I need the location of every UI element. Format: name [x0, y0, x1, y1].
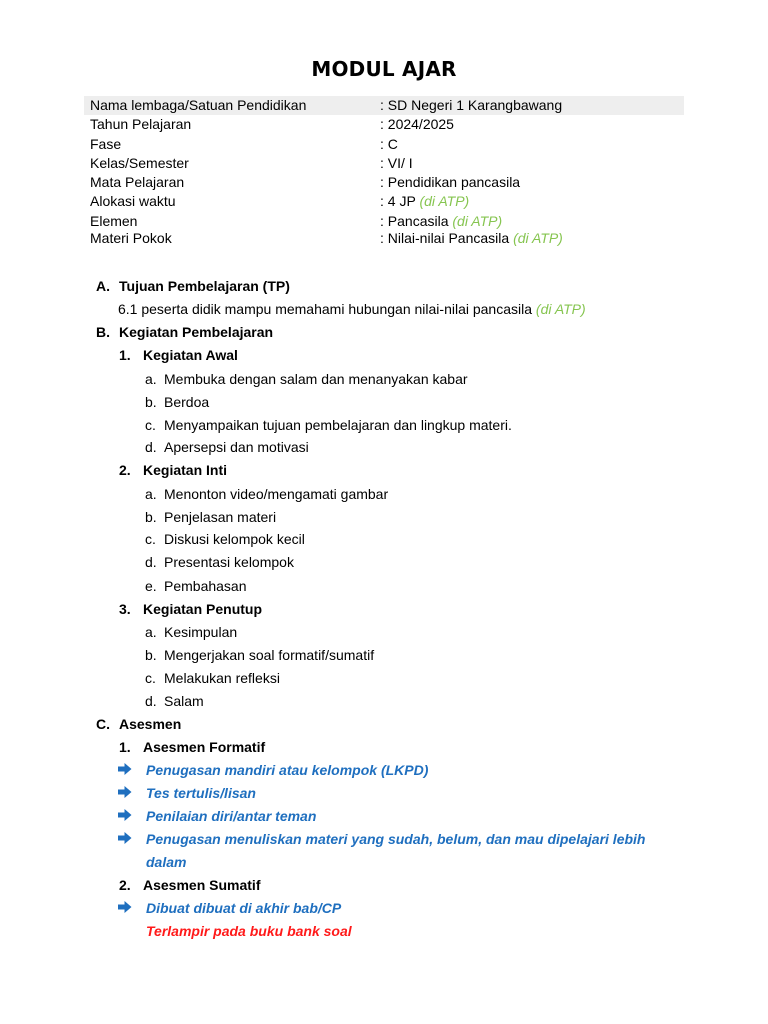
section-label: B. — [96, 324, 110, 340]
info-value: : Pendidikan pancasila — [380, 174, 521, 191]
item-label: a. — [145, 486, 157, 502]
assessment-item-continuation — [146, 852, 186, 872]
section-title: Tujuan Pembelajaran (TP) — [119, 278, 290, 294]
info-key: Materi Pokok — [90, 230, 172, 247]
info-value: : C — [380, 135, 398, 152]
info-row — [84, 173, 684, 192]
info-key: Tahun Pelajaran — [90, 116, 192, 133]
section-heading-c — [96, 714, 181, 734]
red-note: Terlampir pada buku bank soal — [146, 923, 352, 939]
atp-note: (di ATP) — [419, 193, 470, 210]
subheading-asesmen-formatif — [119, 737, 265, 757]
info-key: Fase — [90, 135, 122, 152]
info-row — [84, 115, 684, 134]
item-text: Menyampaikan tujuan pembelajaran dan lingkup materi. — [164, 417, 512, 433]
assessment-item — [118, 898, 341, 918]
subheading-title: Kegiatan Penutup — [143, 601, 263, 617]
item-label: b. — [145, 647, 157, 663]
info-row — [84, 96, 684, 115]
list-item — [145, 645, 374, 665]
item-text: Kesimpulan — [164, 624, 238, 640]
page-title: MODUL AJAR — [311, 57, 457, 81]
info-row — [84, 231, 684, 246]
section-heading-a — [96, 276, 290, 296]
item-label: c. — [145, 670, 156, 686]
item-label: c. — [145, 531, 156, 547]
atp-note: (di ATP) — [535, 301, 586, 317]
info-row — [84, 135, 684, 154]
assessment-item — [118, 829, 645, 849]
list-item — [145, 369, 468, 389]
subheading-kegiatan-penutup — [119, 599, 262, 619]
item-text: Berdoa — [164, 394, 210, 410]
item-label: a. — [145, 624, 157, 640]
info-key: Kelas/Semester — [90, 154, 189, 171]
info-key: Alokasi waktu — [90, 193, 176, 210]
info-value — [380, 212, 502, 231]
section-label: C. — [96, 716, 110, 732]
item-text: Pembahasan — [164, 578, 247, 594]
section-label: A. — [96, 278, 110, 294]
list-item — [145, 507, 276, 527]
assessment-item — [118, 783, 256, 803]
list-item — [145, 415, 512, 435]
subheading-title: Asesmen Sumatif — [143, 877, 261, 893]
item-text: Diskusi kelompok kecil — [164, 531, 305, 547]
subheading-kegiatan-awal — [119, 345, 238, 365]
item-label: d. — [145, 439, 157, 455]
item-text: Penjelasan materi — [164, 509, 277, 525]
list-item — [145, 691, 204, 711]
info-row — [84, 212, 684, 231]
assessment-text: Penilaian diri/antar teman — [146, 808, 317, 824]
subheading-asesmen-sumatif — [119, 875, 260, 895]
list-item — [145, 484, 388, 504]
subheading-title: Kegiatan Awal — [143, 347, 238, 363]
section-title: Asesmen — [119, 716, 182, 732]
item-text: Melakukan refleksi — [164, 670, 280, 686]
subheading-label: 3. — [119, 601, 131, 617]
tp-text — [118, 299, 586, 319]
item-label: d. — [145, 693, 157, 709]
info-row — [84, 154, 684, 173]
subheading-label: 1. — [119, 739, 131, 755]
item-text: Presentasi kelompok — [164, 554, 294, 570]
item-label: a. — [145, 371, 157, 387]
list-item — [145, 576, 247, 596]
list-item — [145, 552, 294, 572]
item-text: Membuka dengan salam dan menanyakan kabar — [164, 371, 468, 387]
list-item — [145, 392, 209, 412]
atp-note: (di ATP) — [452, 212, 503, 229]
section-heading-b — [96, 322, 273, 342]
info-value: : 2024/2025 — [380, 116, 454, 133]
arrow-right-icon — [118, 806, 146, 826]
assessment-text: Penugasan menuliskan materi yang sudah, belum, dan mau dipelajari lebih — [146, 831, 646, 847]
subheading-label: 2. — [119, 877, 131, 893]
list-item — [145, 668, 280, 688]
list-item — [145, 622, 237, 642]
list-item — [145, 529, 305, 549]
assessment-item — [118, 806, 316, 826]
assessment-text: Dibuat dibuat di akhir bab/CP — [146, 900, 342, 916]
info-value: : VI/ I — [380, 154, 413, 171]
subheading-kegiatan-inti — [119, 460, 227, 480]
item-label: c. — [145, 417, 156, 433]
tp-statement: 6.1 peserta didik mampu memahami hubungan nilai-nilai pancasila — [118, 301, 533, 317]
info-row — [84, 192, 684, 211]
info-value — [380, 192, 469, 211]
subheading-title: Kegiatan Inti — [143, 462, 228, 478]
assessment-text: Tes tertulis/lisan — [146, 785, 256, 801]
item-text: Menonton video/mengamati gambar — [164, 486, 389, 502]
section-title: Kegiatan Pembelajaran — [119, 324, 274, 340]
info-value: : SD Negeri 1 Karangbawang — [380, 97, 563, 113]
item-text: Mengerjakan soal formatif/sumatif — [164, 647, 375, 663]
info-value-text: : 4 JP — [380, 193, 416, 210]
info-key: Nama lembaga/Satuan Pendidikan — [90, 97, 307, 113]
subheading-title: Asesmen Formatif — [143, 739, 266, 755]
item-text: Apersepsi dan motivasi — [164, 439, 309, 455]
arrow-right-icon — [118, 898, 146, 918]
atp-note: (di ATP) — [513, 230, 563, 247]
subheading-label: 1. — [119, 347, 131, 363]
item-label: b. — [145, 394, 157, 410]
assessment-text: dalam — [146, 854, 187, 870]
info-key: Mata Pelajaran — [90, 174, 185, 191]
item-label: b. — [145, 509, 157, 525]
assessment-text: Penugasan mandiri atau kelompok (LKPD) — [146, 762, 429, 778]
info-table — [84, 96, 684, 246]
list-item — [145, 437, 309, 457]
item-label: d. — [145, 554, 157, 570]
subheading-label: 2. — [119, 462, 131, 478]
arrow-right-icon — [118, 760, 146, 780]
info-key: Elemen — [90, 212, 138, 229]
assessment-item — [118, 760, 428, 780]
info-value-text: : Nilai-nilai Pancasila — [380, 230, 510, 247]
info-value — [380, 231, 563, 246]
arrow-right-icon — [118, 829, 146, 849]
info-value-text: : Pancasila — [380, 212, 449, 229]
item-label: e. — [145, 578, 157, 594]
item-text: Salam — [164, 693, 204, 709]
arrow-right-icon — [118, 783, 146, 803]
